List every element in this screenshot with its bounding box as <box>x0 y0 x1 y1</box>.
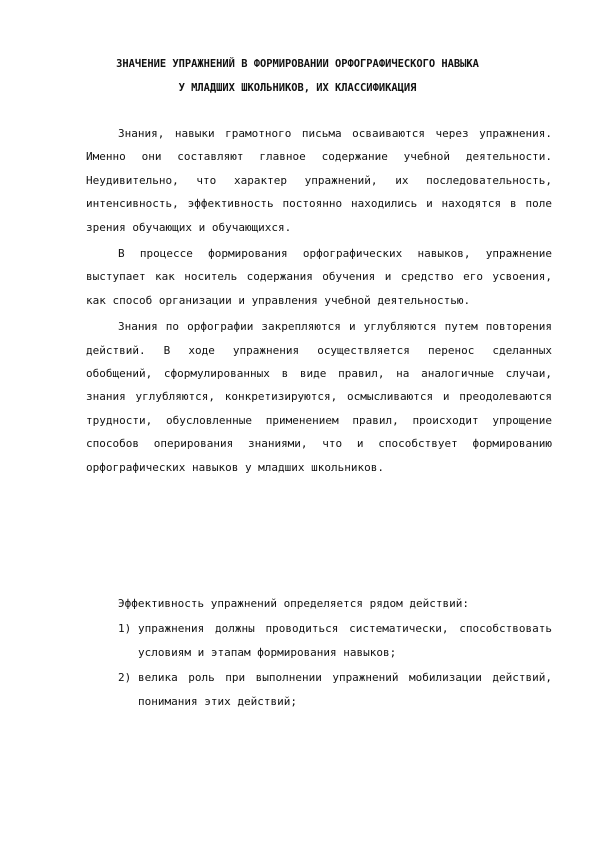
title-line-1: ЗНАЧЕНИЕ УПРАЖНЕНИЙ В ФОРМИРОВАНИИ ОРФОГРАФИЧЕСКОГО НАВЫКА <box>116 58 479 70</box>
paragraph: В процессе формирования орфографических навыков, упражнение выступает как носитель содержания обучения и средство его усвоения, как способ организации и управления учебной деятельностью. <box>86 247 552 307</box>
list-item-text: упражнения должны проводиться систематически, способствовать условиям и этапам формирования навыков; <box>138 622 552 659</box>
list-intro: Эффективность упражнений определяется рядом действий: <box>118 597 469 610</box>
title-line-2: У МЛАДШИХ ШКОЛЬНИКОВ, ИХ КЛАССИФИКАЦИЯ <box>178 82 417 94</box>
list-item <box>86 617 552 664</box>
effectiveness-list <box>86 592 552 713</box>
paragraph: Знания по орфографии закрепляются и углубляются путем повторения действий. В ходе упражнения осуществляется перенос сделанных обобщений, сформулированных в виде правил, на аналогичные случаи, знания углубляются, конкретизируются, осмысливаются и преодолеваются трудности, обусловленные применением правил, происходит упрощение способов оперирования знаниями, что и способствует формированию орфографических навыков у младших школьников. <box>86 320 552 474</box>
list-item <box>86 666 552 713</box>
list-item-number: 1) <box>118 622 132 636</box>
paragraph: Знания, навыки грамотного письма осваиваются через упражнения. Именно они составляют главное содержание учебной деятельности. Неудивительно, что характер упражнений, их последовательность, интенсивность, эффективность постоянно находились и находятся в поле зрения обучающих и обучающихся. <box>86 127 552 234</box>
list-item-text: велика роль при выполнении упражнений мобилизации действий, понимания этих действий; <box>138 671 552 708</box>
body-text <box>86 122 552 479</box>
list-item-number: 2) <box>118 671 132 685</box>
document-title <box>60 52 535 100</box>
